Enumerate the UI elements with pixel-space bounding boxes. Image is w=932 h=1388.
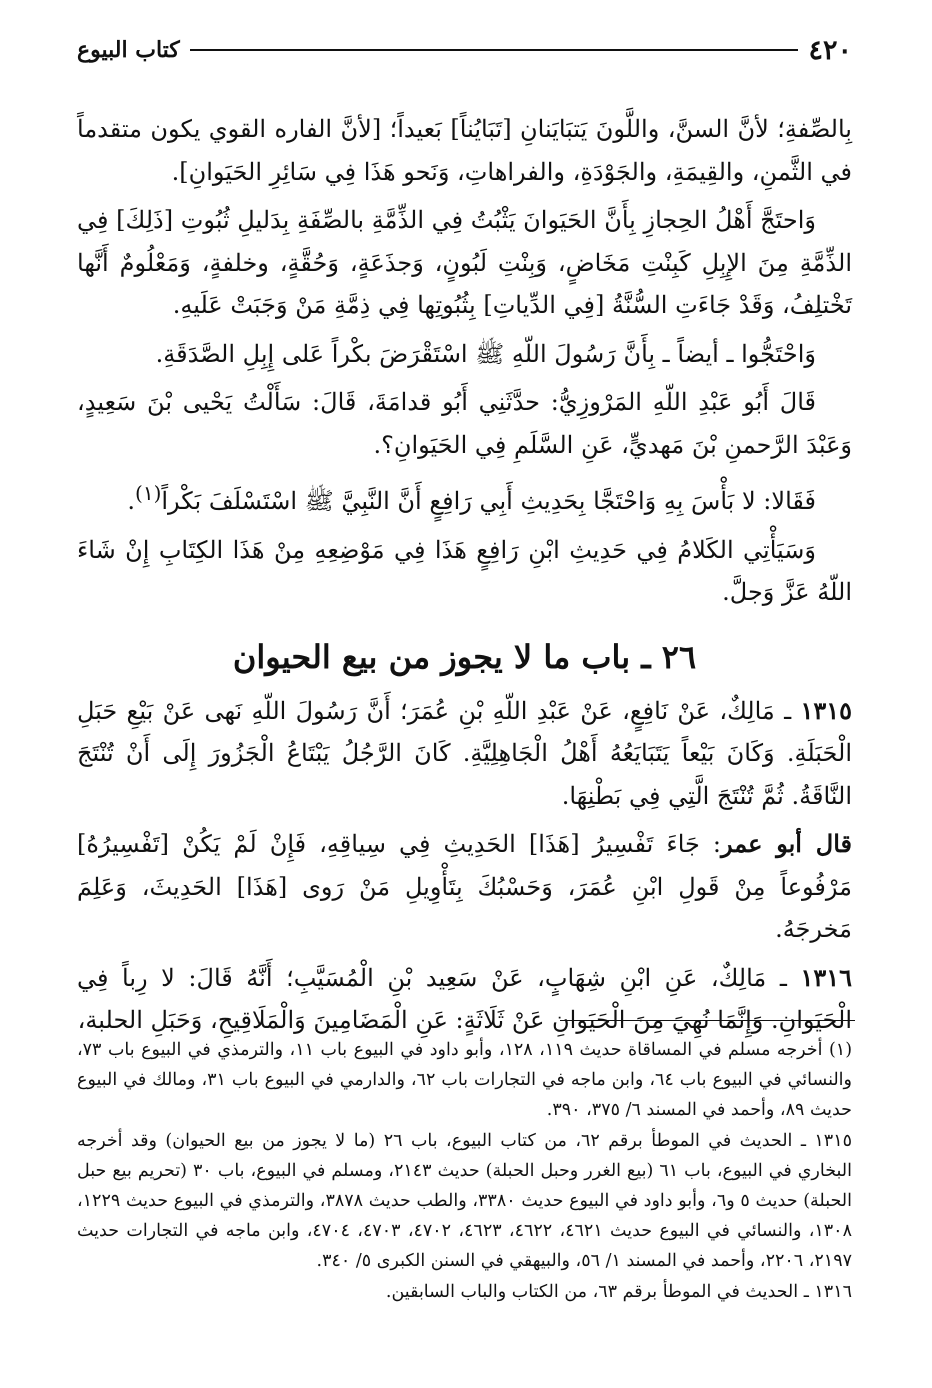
- footnote-ref-1[interactable]: (١): [135, 481, 162, 505]
- footnotes: [77, 1036, 852, 1308]
- hadith-1315: [77, 690, 852, 818]
- paragraph-2: وَاحتَجَّ أَهْلُ الحِجازِ بِأَنَّ الحَيَوانَ يَثْبُتُ فِي الذِّمَّةِ بالصِّفَةِ بِدَليلِ ثُبُوتِ [ذَلِكَ] فِي الذِّمَّةِ مِنَ الإِبِلِ كَبِنْتِ مَخَاضٍ، وَبِنْتِ لَبُونٍ، وَجذَعَةٍ، وَحُقَّةٍ، وخلفةٍ، وَمَعْلُومٌ أَنَّها تَخْتلِفُ، وَقَدْ جَاءَتِ السُّنَّةُ [فِي الدِّياتِ] بِثُبُوتِها فِي ذِمَّةِ مَنْ وَجَبَتْ عَلَيهِ.: [77, 206, 852, 319]
- main-text: [77, 108, 852, 1042]
- hadith-1315-text: ـ مَالِكٌ، عَنْ نَافِعٍ، عَنْ عَبْدِ اللّهِ بْنِ عُمَرَ؛ أَنَّ رَسُولَ اللّهِ نَهى عَنْ بَيْعِ حَبَلِ الْحَبَلَةِ. وَكَانَ بَيْعاً يَتَبَايَعُهُ أَهْلُ الْجَاهِلِيَّةِ. كَانَ الرَّجُلُ يَبْتَاعُ الْجَزُورَ إِلَى أَنْ تُنْتَجَ النَّاقَةُ. ثُمَّ تُنْتَجَ الَّتِي فِي بَطْنِهَا.: [77, 696, 852, 810]
- commentary-speaker: قال أبو عمر: [721, 829, 852, 858]
- paragraph-4: قَالَ أَبُو عَبْدِ اللّهِ المَرْوزِيُّ: حدَّثَنِي أَبُو قدامَةَ، قَالَ: سَأَلْتُ يَحْيى بْنَ سَعِيدٍ، وَعَبْدَ الرَّحمنِ بْنَ مَهديٍّ، عَنِ السَّلَمِ فِي الحَيَوانِ؟.: [77, 388, 852, 459]
- paragraph-3: وَاحْتَجُّوا ـ أيضاً ـ بِأَنَّ رَسُولَ اللّهِ ﷺ اسْتَقْرَضَ بكْراً عَلى إِبِلِ الصَّدَقَةِ.: [155, 339, 816, 368]
- commentary-abu-umar: [77, 823, 852, 951]
- page-number: ٤٢٠: [808, 34, 852, 66]
- paragraph-5-end: .: [127, 487, 136, 515]
- hadith-number-1315: ١٣١٥: [800, 695, 852, 725]
- running-title: كتاب البيوع: [77, 37, 180, 63]
- paragraph-5: [77, 472, 852, 523]
- footnote-1315: ١٣١٥ ـ الحديث في الموطأ برقم ٦٢، من كتاب البيوع، باب ٢٦ (ما لا يجوز من بيع الحيوان) وقد أخرجه البخاري في البيوع، باب ٦١ (بيع الغرر وحبل الحبلة) حديث ٢١٤٣، ومسلم في البيوع، باب ٣٠ (تحريم بيع حبل الحبلة) حديث ٥ و٦، وأبو داود في البيوع حديث ٣٣٨٠، والطب حديث ٣٨٧٨، والترمذي في البيوع حديث ١٢٢٩، ١٣٠٨، والنسائي في البيوع حديث ٤٦٢١، ٤٦٢٢، ٤٦٢٣، ٤٧٠٢، ٤٧٠٣، ٤٧٠٤، وابن ماجه في التجارات حديث ٢١٩٧، ٢٢٠٦، وأحمد في المسند ١/ ٥٦، والبيهقي في السنن الكبرى ٥/ ٣٤٠.: [77, 1131, 852, 1271]
- running-header: [77, 30, 852, 70]
- header-rule: [190, 49, 799, 51]
- footnote-separator: [560, 1020, 855, 1021]
- paragraph-5-text: فَقَالا: لا بَأْسَ بِهِ وَاحْتَجَّا بِحَدِيثِ أَبِي رَافِعٍ أَنَّ النَّبِيَّ ﷺ اسْتَسْلَفَ بَكْراً: [161, 487, 816, 515]
- footnote-1316: ١٣١٦ ـ الحديث في الموطأ برقم ٦٣، من الكتاب والباب السابقين.: [385, 1282, 852, 1303]
- paragraph-6: وَسَيَأْتِي الكَلامُ فِي حَدِيثِ ابْنِ رَافِعٍ هَذَا فِي مَوْضِعِهِ مِنْ هَذَا الكِتَابِ إِنْ شَاءَ اللّهُ عَزَّ وَجلَّ.: [77, 535, 852, 606]
- hadith-number-1316: ١٣١٦: [800, 962, 852, 992]
- chapter-heading: ٢٦ ـ باب ما لا يجوز من بيع الحيوان: [232, 637, 697, 676]
- hadith-1316: [77, 957, 852, 1042]
- paragraph-1: بِالصِّفةِ؛ لأنَّ السنَّ، واللَّونَ يَتبَايَنانِ [تَبَايُناً] بَعيداً؛ [لأنَّ الفاره القوي يكون متقدماً في الثَّمنِ، والقِيمَةِ، والجَوْدَةِ، والفراهاتِ، وَنَحو هَذَا فِي سَائِرِ الحَيَوانِ].: [77, 115, 852, 186]
- hadith-1316-text: ـ مَالِكٌ، عَنِ ابْنِ شِهَابٍ، عَنْ سَعِيد بْنِ الْمُسَيَّبِ؛ أَنَّهُ قَالَ: لا رِباً فِي الْحَيَوانِ. وَإِنَّمَا نُهِيَ مِنَ الْحَيَوانِ عَنْ ثَلَاثَةٍ: عَنِ الْمَضَامِينَ وَالْمَلَاقِيحِ، وَحَبَلِ الحلبة،: [77, 963, 852, 1034]
- commentary-text: : جَاءَ تَفْسِيرُ [هَذَا] الحَدِيثِ فِي سِياقِهِ، فَإِنْ لَمْ يَكُنْ [تَفْسِيرُهُ] مَرْفُوعاً مِنْ قَولِ ابْنِ عُمَرَ، وَحَسْبُكَ بِتَأْوِيلِ مَنْ رَوى [هَذَا] الحَدِيثَ، وَعَلِمَ مَخرجَهُ.: [77, 830, 852, 943]
- footnote-1: (١) أخرجه مسلم في المساقاة حديث ١١٩، ١٢٨، وأبو داود في البيوع باب ١١، والترمذي في البيوع باب ٧٣، والنسائي في البيوع باب ٦٤، وابن ماجه في التجارات باب ٦٢، والدارمي في البيوع باب ٣١، ومالك في البيوع حديث ٨٩، وأحمد في المسند ٦/ ٣٧٥، ٣٩٠.: [77, 1040, 853, 1120]
